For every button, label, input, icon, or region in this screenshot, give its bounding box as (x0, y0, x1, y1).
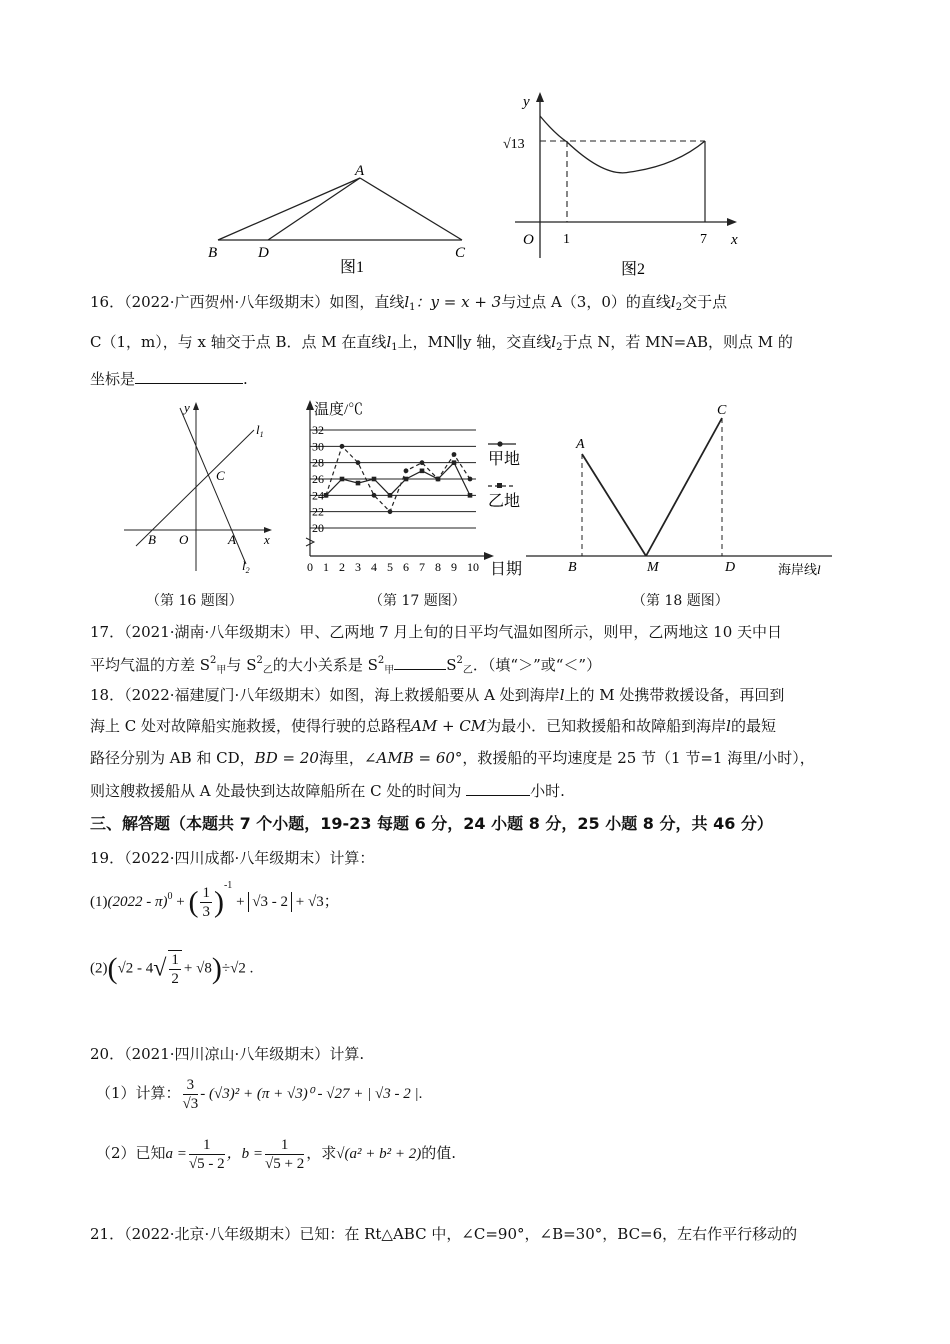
label-m: M (647, 560, 659, 575)
q18-source: （2022·福建厦门·八年级期末） (124, 686, 330, 704)
q16-line3 (90, 369, 248, 389)
q19-half-n: 1 (171, 952, 179, 968)
q16-line2 (90, 332, 793, 358)
label-c: C (216, 468, 225, 483)
seg-am (582, 454, 646, 556)
point-yi-8 (436, 477, 441, 482)
point-jia-7 (420, 460, 425, 465)
q17-line2-b: 与 S (226, 656, 257, 674)
point-yi-1 (324, 493, 329, 498)
q20-frac-b (265, 1136, 304, 1173)
q16-l1: l (404, 293, 410, 311)
q16-line2-l2-sub: 2 (556, 342, 563, 353)
q17-number: 17． (90, 623, 125, 641)
point-jia-2 (340, 444, 345, 449)
q16-l2-sub: 2 (675, 302, 683, 313)
x-arrow (484, 552, 494, 560)
q18-line3 (90, 748, 815, 768)
label-shore: 海岸线l (778, 562, 821, 578)
x-tick-4: 4 (371, 560, 377, 574)
q16-line2-l1: l (386, 333, 392, 351)
q20-a-n: 1 (189, 1136, 225, 1155)
q18-line1-b: 上的 M 处携带救援设备，再回到 (564, 686, 785, 704)
q19-p2-paren-open: ( (107, 952, 118, 985)
x-tick-9: 9 (451, 560, 457, 574)
q17-line2-e: ．（填“＞”或“＜”） (472, 656, 602, 674)
label-l2: $l_2$ (242, 558, 250, 575)
q19-paren-open: ( (188, 885, 199, 919)
label-a: A (355, 163, 365, 179)
q16-l1-sub: 1 (409, 302, 416, 313)
q17-sup-b: 2 (256, 655, 263, 666)
q17-sub-jia: 甲 (216, 665, 227, 676)
q18-l: l (559, 686, 565, 704)
q20-p1-rest: - (√3)² + (π + √3)⁰ - √27 + | √3 - 2 | (200, 1085, 419, 1102)
point-yi-5 (388, 493, 393, 498)
label-y: y (523, 94, 530, 110)
tick-1: 1 (563, 232, 570, 247)
q20-part2 (96, 1136, 456, 1173)
q16-eq: ：y = x + 3 (415, 293, 502, 311)
q21-source: （2022·北京·八年级期末） (124, 1225, 300, 1243)
q20-p2-ask: ，求 (306, 1143, 337, 1162)
q16-text-b: 与过点 A（3，0）的直线 (501, 293, 671, 311)
q19-p1-exp: 0 (167, 891, 173, 902)
q18-bd: BD = 20 (254, 749, 319, 767)
q16-line3-text: 坐标是 (90, 370, 136, 388)
q19-p1-plus: + (176, 894, 185, 910)
y-tick-26: 26 (312, 472, 324, 486)
q19-p1-label: (1) (90, 894, 108, 910)
q17-line1 (90, 622, 782, 642)
figure-1 (200, 160, 490, 280)
legend-jia: 甲地 (488, 451, 521, 468)
q21-number: 21． (90, 1225, 125, 1243)
y-arrow (306, 400, 314, 410)
q20-p2-label: （2）已知 (96, 1143, 166, 1162)
q18-line2-a: 海上 C 处对故障船实施救援，使得行驶的总路程 (90, 717, 412, 735)
q16-l2: l (670, 293, 676, 311)
y-tick-32: 32 (312, 423, 324, 437)
q19-half-d: 2 (171, 971, 179, 987)
seg-ad (268, 178, 360, 240)
q18-line4-b: 小时. (530, 782, 565, 800)
label-l1: $l_1$ (256, 422, 264, 439)
q16-line3-end: . (243, 370, 248, 388)
q16-line2-l2: l (551, 333, 557, 351)
q19-radical: √ (153, 955, 167, 982)
curve (540, 116, 705, 173)
y-tick-20: 20 (312, 521, 324, 535)
x-arrow (727, 218, 737, 226)
y-tick-24: 24 (312, 488, 324, 503)
caption-fig1: 图1 (340, 259, 365, 276)
q18-l-2: l (726, 717, 731, 735)
y-arrow (536, 92, 544, 102)
q19-frac-half (168, 950, 182, 988)
q16-text-c: 交于点 (682, 293, 728, 311)
x-tick-0: 0 (307, 560, 313, 574)
q16-line1 (90, 292, 727, 318)
label-c: C (455, 245, 466, 261)
q17-text: 甲、乙两地 7 月上旬的日平均气温如图所示，则甲，乙两地这 10 天中日 (299, 623, 783, 641)
line-l2 (180, 408, 246, 564)
point-yi-7 (420, 469, 425, 474)
tick-7: 7 (700, 232, 707, 247)
q19-p1-end: + √3； (295, 894, 339, 910)
x-tick-7: 7 (419, 560, 425, 574)
q19-p1-a: (2022 - π) (107, 894, 168, 910)
q16-text-a: 如图，直线 (329, 293, 405, 311)
q19-p2-b: + √8 (183, 960, 212, 977)
figure-17-chart (294, 396, 534, 582)
q19-p2-label: (2) (90, 960, 108, 977)
q16-source: （2022·广西贺州·八年级期末） (124, 293, 330, 311)
q20-p2-end: 的值. (421, 1143, 456, 1162)
q18-line4 (90, 781, 565, 801)
point-jia-4 (372, 493, 377, 498)
q18-line4-a: 则这艘救援船从 A 处最快到达故障船所在 C 处的时间为 (90, 782, 462, 800)
q16-line2-l1-sub: 1 (391, 342, 398, 353)
x-tick-6: 6 (403, 560, 409, 574)
line-l1 (136, 430, 254, 546)
q18-answer-blank[interactable] (466, 781, 530, 796)
y-tick-28: 28 (312, 455, 324, 470)
q18-line2-b: 为最小．已知救援船和故障船到海岸 (486, 717, 727, 735)
q16-line2-a: C（1，m），与 x 轴交于点 B．点 M 在直线 (90, 333, 387, 351)
q17-line2-a: 平均气温的方差 S (90, 656, 211, 674)
q18-expr: AM + CM (411, 717, 487, 735)
seg-ac (360, 178, 462, 240)
caption-fig17: （第 17 题图） (369, 593, 466, 609)
q19-p2-c: ÷√2 . (221, 960, 254, 977)
q16-answer-blank[interactable] (135, 369, 243, 384)
point-jia-9 (452, 452, 457, 457)
q20-p1-end: . (418, 1085, 423, 1102)
q17-sup-a: 2 (210, 655, 217, 666)
q21-line1 (90, 1224, 797, 1244)
x-tick-3: 3 (355, 560, 361, 574)
legend-jia-marker (497, 441, 502, 446)
label-b: B (148, 532, 156, 547)
point-yi-6 (404, 477, 409, 482)
point-jia-5 (388, 509, 393, 514)
q17-sub-yi: 乙 (262, 665, 273, 676)
label-d: D (725, 560, 736, 575)
y-tick-22: 22 (312, 504, 324, 519)
caption-fig16: （第 16 题图） (146, 593, 243, 609)
q19-part2 (90, 950, 253, 988)
legend-yi-marker (497, 483, 502, 488)
q20-b-d: √5 + 2 (265, 1156, 305, 1172)
q19-frac-d: 3 (202, 904, 210, 921)
q17-line2 (90, 651, 601, 681)
q17-sup-c: 2 (377, 655, 385, 666)
q18-line2-c: 的最短 (730, 717, 776, 735)
q16-line2-b: 上，MN∥y 轴，交直线 (397, 333, 552, 351)
q20-frac (183, 1076, 199, 1113)
q16-number: 16． (90, 293, 125, 311)
q18-number: 18． (90, 686, 125, 704)
x-tick-10: 10 (467, 560, 479, 574)
label-x: x (731, 232, 738, 248)
q17-sub-jia-2: 甲 (384, 665, 395, 676)
seg-ab (218, 178, 360, 240)
y-label: 温度/℃ (314, 402, 364, 418)
point-jia-10 (468, 477, 473, 482)
legend-yi: 乙地 (488, 493, 521, 510)
q17-line2-d: S (446, 656, 457, 674)
point-jia-6 (404, 468, 409, 473)
section-3-heading: 三、解答题（本题共 7 个小题，19-23 每题 6 分，24 小题 8 分，25 小题 8 分，共 46 分） (90, 814, 773, 833)
q19-text: 计算： (329, 849, 375, 867)
point-yi-3 (356, 481, 361, 486)
x-tick-1: 1 (323, 560, 329, 574)
point-yi-9 (452, 460, 457, 465)
q18-line3-b: 海里， (318, 749, 364, 767)
q19-p1-neg1: -1 (223, 880, 233, 891)
y-arrow (193, 402, 199, 410)
q20-b-n: 1 (265, 1136, 304, 1155)
q19-p1-abs: √3 - 2 (248, 892, 292, 912)
q17-source: （2021·湖南·八年级期末） (124, 623, 300, 641)
q19-number: 19． (90, 849, 125, 867)
caption-fig2: 图2 (621, 261, 646, 278)
q18-line1 (90, 685, 784, 705)
q18-line2 (90, 716, 776, 736)
q19-line1 (90, 848, 374, 868)
q20-p2-expr: √(a² + b² + 2) (336, 1145, 422, 1162)
seg-mc (646, 418, 722, 556)
q19-paren-close: ) (213, 885, 224, 919)
point-yi-10 (468, 493, 473, 498)
q20-frac-n: 3 (183, 1076, 199, 1095)
q17-sup-d: 2 (456, 655, 463, 666)
q16-line2-c: 于点 N，若 MN=AB，则点 M 的 (562, 333, 793, 351)
figure-18 (520, 396, 850, 580)
q20-part1 (96, 1076, 422, 1113)
x-tick-8: 8 (435, 560, 441, 574)
q20-frac-d: √3 (182, 1096, 199, 1112)
q19-source: （2022·四川成都·八年级期末） (124, 849, 330, 867)
x-tick-5: 5 (387, 560, 393, 574)
figure-16 (118, 396, 288, 576)
y-tick-30: 30 (312, 439, 324, 454)
point-yi-4 (372, 477, 377, 482)
q19-p1-plus-2: + (236, 894, 245, 910)
q17-line2-c: 的大小关系是 S (272, 656, 378, 674)
q20-a-d: √5 - 2 (188, 1156, 225, 1172)
label-c: C (717, 403, 727, 418)
q20-p1-label: （1）计算： (96, 1083, 181, 1102)
label-o: O (179, 532, 189, 547)
label-a: A (228, 532, 236, 547)
q19-p2-paren-close: ) (211, 952, 222, 985)
q20-text: 计算. (329, 1045, 365, 1063)
q19-frac-third (200, 884, 212, 921)
label-x: x (264, 532, 270, 547)
caption-fig18: （第 18 题图） (632, 593, 729, 609)
q19-part1 (90, 880, 339, 921)
label-b: B (208, 245, 218, 261)
q20-number: 20． (90, 1045, 125, 1063)
q17-sub-yi-2: 乙 (462, 665, 473, 676)
point-jia-3 (356, 460, 361, 465)
label-d: D (258, 245, 269, 261)
q18-line1-a: 如图，海上救援船要从 A 处到海岸 (329, 686, 560, 704)
q20-source: （2021·四川凉山·八年级期末） (124, 1045, 330, 1063)
q20-a-eq: a = (165, 1145, 187, 1162)
label-origin: O (523, 232, 534, 248)
q20-line1 (90, 1044, 364, 1064)
q19-p2-a: √2 - 4 (117, 960, 154, 977)
q21-text: 已知：在 Rt△ABC 中，∠C=90°，∠B=30°，BC=6，左右作平行移动的 (299, 1225, 798, 1243)
q17-answer-blank[interactable] (394, 655, 446, 670)
x-tick-2: 2 (339, 560, 345, 574)
q18-line3-c: ，救援船的平均速度是 25 节（1 节=1 海里/小时）， (462, 749, 815, 767)
label-b: B (568, 560, 577, 575)
q20-frac-a (189, 1136, 225, 1173)
label-a: A (576, 437, 585, 452)
q19-frac-n: 1 (202, 885, 210, 902)
tick-sqrt13: √13 (503, 137, 525, 152)
q18-line3-a: 路径分别为 AB 和 CD， (90, 749, 255, 767)
point-yi-2 (340, 477, 345, 482)
label-y: y (184, 400, 190, 415)
q20-b-eq: ，b = (226, 1145, 264, 1162)
figure-2 (495, 88, 755, 280)
q18-angle: ∠AMB = 60° (363, 749, 463, 767)
x-label: 日期 (490, 561, 523, 578)
